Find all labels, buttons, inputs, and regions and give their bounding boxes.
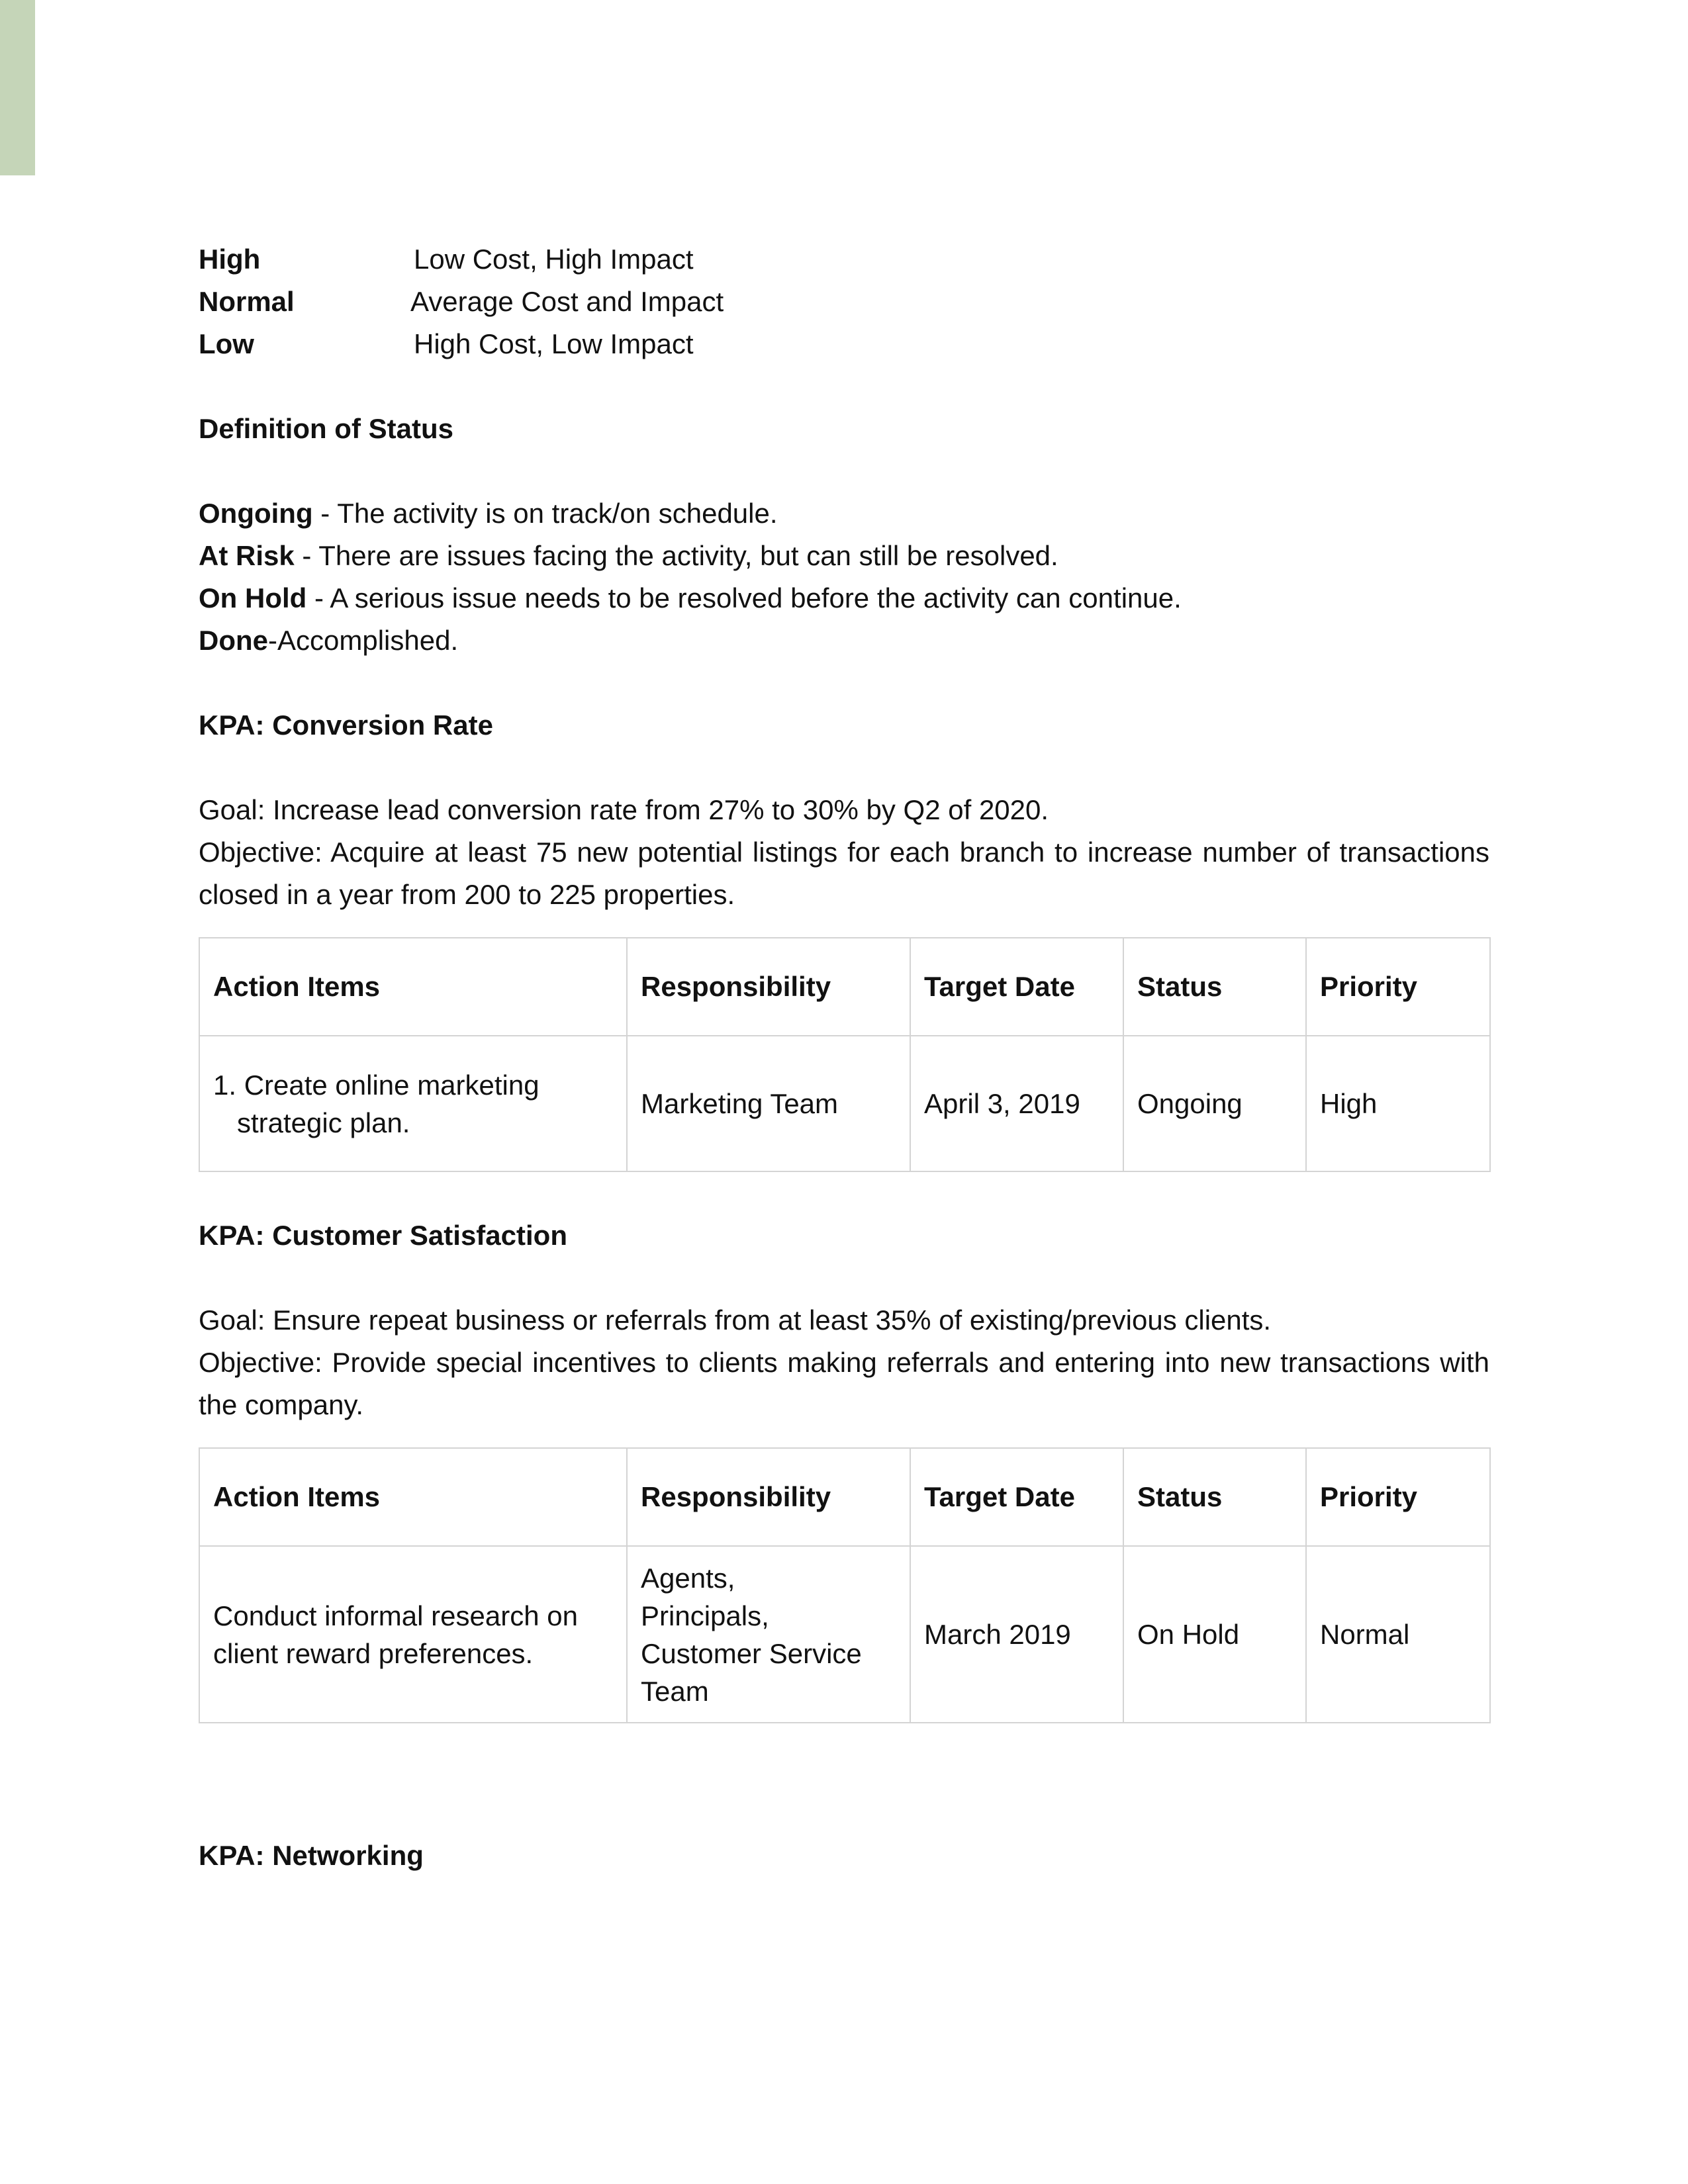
status-separator: - [306,582,330,614]
priority-meaning: Average Cost and Impact [410,286,724,317]
table-cell: March 2019 [910,1546,1123,1723]
table-header-row [199,1448,1490,1546]
status-definition [199,535,1489,577]
column-header: Target Date [910,1448,1123,1546]
table-cell: Ongoing [1123,1036,1306,1171]
status-separator: - [312,498,338,529]
kpa-heading: KPA: Customer Satisfaction [199,1220,567,1251]
kpa-objective: Objective: Provide special incentives to clients making referrals and entering into new transactions with the company. [199,1347,1489,1420]
action-item-text: 1. Create online marketing strategic plan. [213,1069,539,1138]
priority-level: Low [199,328,254,359]
priority-legend [199,238,1489,365]
status-text: Accomplished. [277,625,459,656]
document-body [199,238,1489,1877]
kpa-heading: KPA: Conversion Rate [199,709,493,741]
column-header: Target Date [910,938,1123,1036]
status-text: A serious issue needs to be resolved before the activity can continue. [330,582,1182,614]
priority-legend-row [199,281,1489,323]
kpa-goal: Goal: Increase lead conversion rate from 27% to 30% by Q2 of 2020. [199,794,1049,825]
column-header: Action Items [199,938,627,1036]
priority-level: High [199,244,261,275]
kpa-networking [199,1835,1489,1877]
status-term: At Risk [199,540,295,571]
status-definition [199,492,1489,535]
kpa-objective: Objective: Acquire at least 75 new potential listings for each branch to increase number of transactions closed in a year from 200 to 225 properties. [199,837,1489,910]
column-header: Action Items [199,1448,627,1546]
kpa-heading: KPA: Networking [199,1840,424,1871]
kpa-customer-satisfaction [199,1214,1489,1723]
column-header: Status [1123,1448,1306,1546]
column-header: Status [1123,938,1306,1036]
table-row [199,1036,1490,1171]
table-cell: High [1306,1036,1490,1171]
kpa-conversion-rate [199,704,1489,1172]
status-heading: Definition of Status [199,413,453,444]
table-cell: Agents, Principals, Customer Service Team [627,1546,910,1723]
priority-meaning: High Cost, Low Impact [414,328,694,359]
priority-legend-row [199,238,1489,281]
status-definition [199,577,1489,619]
table-cell: April 3, 2019 [910,1036,1123,1171]
table-cell: Marketing Team [627,1036,910,1171]
status-text: There are issues facing the activity, but can still be resolved. [318,540,1058,571]
table-header-row [199,938,1490,1036]
action-table [199,1447,1491,1723]
status-term: Ongoing [199,498,313,529]
priority-level: Normal [199,286,295,317]
column-header: Responsibility [627,1448,910,1546]
status-separator: - [268,625,277,656]
table-cell: Normal [1306,1546,1490,1723]
status-separator: - [294,540,319,571]
status-term: On Hold [199,582,307,614]
column-header: Priority [1306,1448,1490,1546]
column-header: Priority [1306,938,1490,1036]
table-cell: Conduct informal research on client reward preferences. [199,1546,627,1723]
status-definitions [199,492,1489,662]
table-row [199,1546,1490,1723]
priority-legend-row [199,323,1489,365]
column-header: Responsibility [627,938,910,1036]
table-cell: On Hold [1123,1546,1306,1723]
table-cell [199,1036,627,1171]
action-table [199,937,1491,1172]
page-corner-tab [0,0,35,175]
status-term: Done [199,625,268,656]
kpa-goal: Goal: Ensure repeat business or referrals from at least 35% of existing/previous clients. [199,1304,1272,1336]
status-text: The activity is on track/on schedule. [337,498,778,529]
status-definition [199,619,1489,662]
priority-meaning: Low Cost, High Impact [414,244,694,275]
